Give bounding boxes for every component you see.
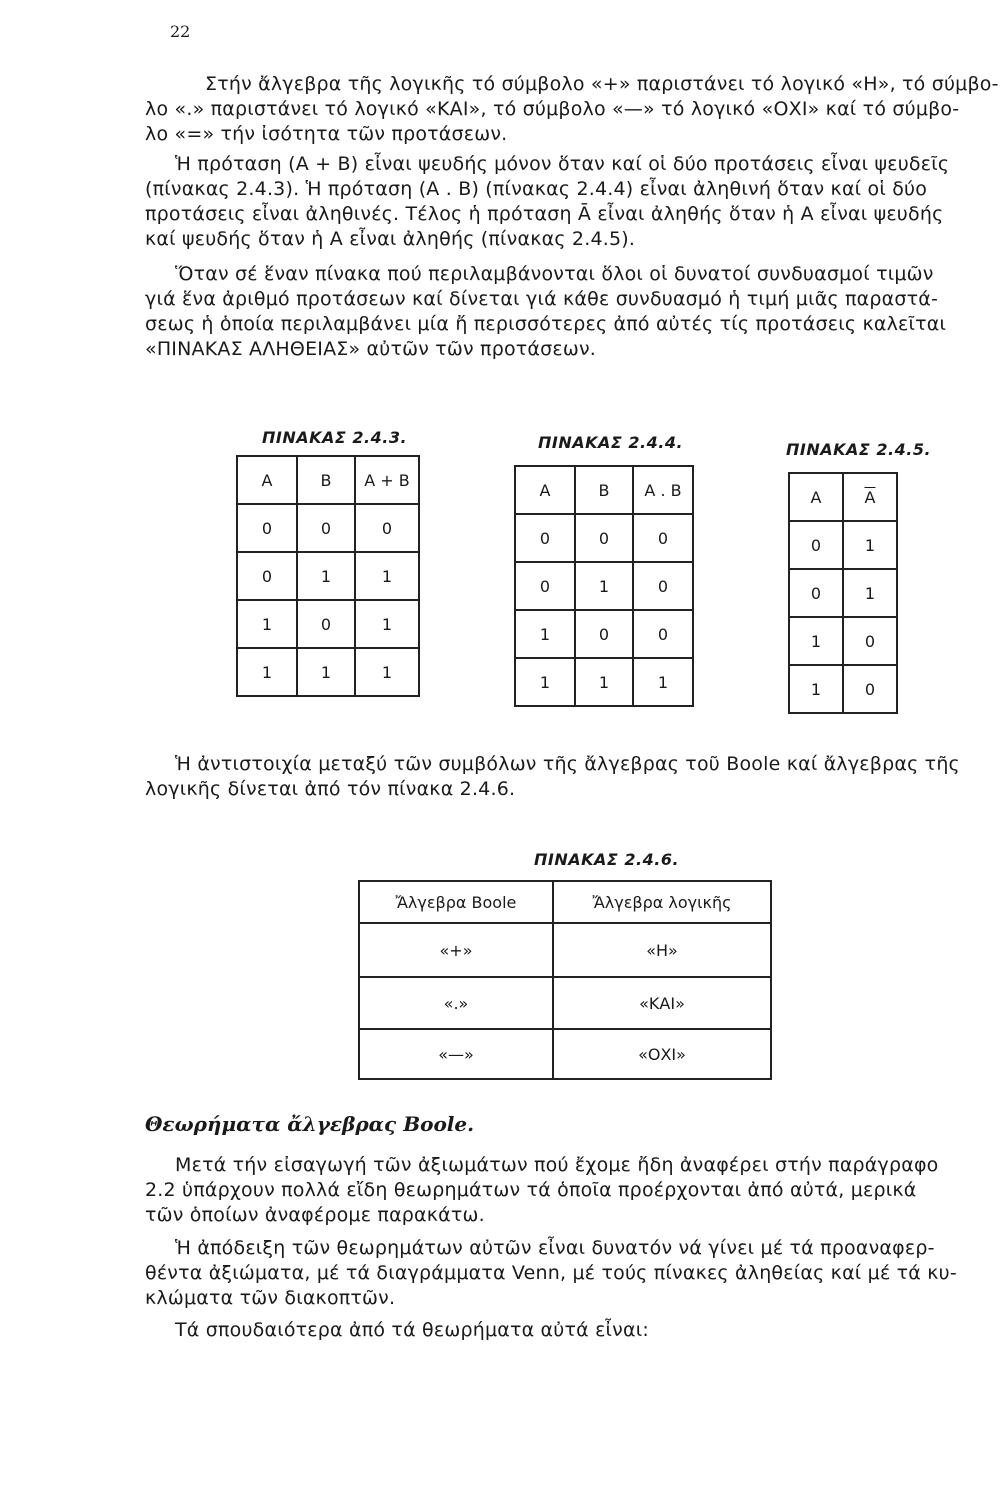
cell: «ΟΧΙ»	[553, 1029, 771, 1079]
cell: «.»	[359, 977, 553, 1029]
cell: 0	[633, 514, 693, 562]
cell: «+»	[359, 923, 553, 977]
cell: 0	[575, 610, 633, 658]
header-cell: B	[297, 456, 355, 504]
table-246-caption: ΠΙΝΑΚΑΣ 2.4.6.	[534, 850, 680, 869]
section-title: Θεωρήματα ἄλγεβρας Boole.	[145, 1112, 475, 1136]
table-243-caption: ΠΙΝΑΚΑΣ 2.4.3.	[262, 428, 408, 447]
cell: «Η»	[553, 923, 771, 977]
cell: 1	[515, 610, 575, 658]
cell: 1	[575, 562, 633, 610]
table-row	[515, 514, 693, 562]
truth-table-245	[788, 472, 898, 714]
table-row	[515, 658, 693, 706]
cell: 1	[789, 665, 843, 713]
table-row	[359, 1029, 771, 1079]
closing-paragraph-1	[145, 1153, 965, 1228]
table-row	[359, 923, 771, 977]
table-row	[789, 521, 897, 569]
text-line: «ΠΙΝΑΚΑΣ ΑΛΗΘΕΙΑΣ» αὐτῶν τῶν προτάσεων.	[145, 338, 597, 360]
cell: 1	[843, 521, 897, 569]
cell: 0	[237, 504, 297, 552]
cell: 1	[355, 552, 419, 600]
intro-paragraph-3	[145, 262, 965, 362]
cell: 0	[633, 610, 693, 658]
cell: 1	[237, 600, 297, 648]
truth-table-243	[236, 455, 420, 697]
text-line: θέντα ἀξιώματα, μέ τά διαγράμματα Venn, μέ τούς πίνακες ἀληθείας καί μέ τά κυ-	[145, 1262, 957, 1284]
page-number: 22	[170, 22, 191, 41]
cell: 0	[843, 617, 897, 665]
table-header-row	[237, 456, 419, 504]
header-cell: A	[237, 456, 297, 504]
table-row	[789, 617, 897, 665]
table-row	[237, 600, 419, 648]
table-244-caption: ΠΙΝΑΚΑΣ 2.4.4.	[538, 433, 684, 452]
text-line: Ἡ ἀντιστοιχία μεταξύ τῶν συμβόλων τῆς ἄλγεβρας τοῦ Boole καί ἄλγεβρας τῆς	[175, 753, 960, 775]
correspondence-table-246	[358, 880, 772, 1080]
header-cell: A	[515, 466, 575, 514]
closing-paragraph-2	[145, 1236, 965, 1311]
text-line: σεως ἡ ὁποία περιλαμβάνει μία ἤ περισσότερες ἀπό αὐτές τίς προτάσεις καλεῖται	[145, 313, 947, 335]
header-cell: Ἄλγεβρα Boole	[359, 881, 553, 923]
cell: «—»	[359, 1029, 553, 1079]
cell: 1	[515, 658, 575, 706]
text-line: τῶν ὁποίων ἀναφέρομε παρακάτω.	[145, 1204, 485, 1226]
cell: 0	[237, 552, 297, 600]
text-line: Ἡ πρόταση (A + B) εἶναι ψευδής μόνον ὅταν καί οἱ δύο προτάσεις εἶναι ψευδεῖς	[175, 153, 950, 175]
cell: 1	[843, 569, 897, 617]
table-header-row	[515, 466, 693, 514]
text-line: Στήν ἄλγεβρα τῆς λογικῆς τό σύμβολο «+» παριστάνει τό λογικό «Η», τό σύμβο-	[205, 73, 999, 95]
cell: 0	[789, 569, 843, 617]
text-line: προτάσεις εἶναι ἀληθινές. Τέλος ἡ πρόταση Ā εἶναι ἀληθής ὅταν ἡ A εἶναι ψευδής	[145, 203, 944, 225]
table-row	[237, 504, 419, 552]
cell: 1	[575, 658, 633, 706]
cell: 1	[297, 552, 355, 600]
table-row	[515, 610, 693, 658]
table-row	[789, 665, 897, 713]
text-line: Τά σπουδαιότερα ἀπό τά θεωρήματα αὐτά εἶναι:	[175, 1319, 649, 1341]
text-line: καί ψευδής ὅταν ἡ A εἶναι ἀληθής (πίνακας 2.4.5).	[145, 228, 636, 250]
middle-paragraph	[145, 752, 965, 802]
negation-header: $\overline{A}$	[864, 487, 876, 507]
table-row	[515, 562, 693, 610]
cell: 1	[355, 648, 419, 696]
header-cell: A + B	[355, 456, 419, 504]
text-line: Ἡ ἀπόδειξη τῶν θεωρημάτων αὐτῶν εἶναι δυνατόν νά γίνει μέ τά προαναφερ-	[175, 1237, 935, 1259]
table-row	[237, 552, 419, 600]
cell: 1	[633, 658, 693, 706]
header-cell: B	[575, 466, 633, 514]
intro-paragraph-2	[145, 152, 965, 252]
cell: 1	[355, 600, 419, 648]
cell: 0	[575, 514, 633, 562]
cell: 0	[515, 562, 575, 610]
table-245-caption: ΠΙΝΑΚΑΣ 2.4.5.	[786, 440, 932, 459]
closing-paragraph-3	[145, 1318, 965, 1343]
cell: 0	[633, 562, 693, 610]
cell: 1	[789, 617, 843, 665]
cell: 0	[843, 665, 897, 713]
cell: «ΚΑΙ»	[553, 977, 771, 1029]
header-cell: A . B	[633, 466, 693, 514]
cell: 0	[515, 514, 575, 562]
table-row	[237, 648, 419, 696]
text-line: λογικῆς δίνεται ἀπό τόν πίνακα 2.4.6.	[145, 778, 516, 800]
table-header-row	[359, 881, 771, 923]
cell: 0	[297, 504, 355, 552]
text-line: 2.2 ὑπάρχουν πολλά εἴδη θεωρημάτων τά ὁποῖα προέρχονται ἀπό αὐτά, μερικά	[145, 1179, 917, 1201]
cell: 0	[355, 504, 419, 552]
cell: 0	[789, 521, 843, 569]
text-line: λο «=» τήν ἰσότητα τῶν προτάσεων.	[145, 123, 508, 145]
text-line: κλώματα τῶν διακοπτῶν.	[145, 1287, 396, 1309]
truth-table-244	[514, 465, 694, 707]
text-line: (πίνακας 2.4.3). Ἡ πρόταση (A . B) (πίνακας 2.4.4) εἶναι ἀληθινή ὅταν καί οἱ δύο	[145, 178, 928, 200]
cell: 1	[237, 648, 297, 696]
table-row	[789, 569, 897, 617]
text-line: γιά ἕνα ἀριθμό προτάσεων καί δίνεται γιά κάθε συνδυασμό ἡ τιμή μιᾶς παραστά-	[145, 288, 939, 310]
text-line: λο «.» παριστάνει τό λογικό «ΚΑΙ», τό σύμβολο «—» τό λογικό «ΟΧΙ» καί τό σύμβο-	[145, 98, 960, 120]
header-cell: Ἄλγεβρα λογικῆς	[553, 881, 771, 923]
text-line: Ὅταν σέ ἕναν πίνακα πού περιλαμβάνονται ὅλοι οἱ δυνατοί συνδυασμοί τιμῶν	[175, 263, 934, 285]
table-header-row	[789, 473, 897, 521]
table-row	[359, 977, 771, 1029]
cell: 1	[297, 648, 355, 696]
header-cell: A	[789, 473, 843, 521]
header-cell	[843, 473, 897, 521]
cell: 0	[297, 600, 355, 648]
text-line: Μετά τήν εἰσαγωγή τῶν ἀξιωμάτων πού ἔχομε ἤδη ἀναφέρει στήν παράγραφο	[175, 1154, 939, 1176]
intro-paragraph-1	[145, 72, 999, 147]
